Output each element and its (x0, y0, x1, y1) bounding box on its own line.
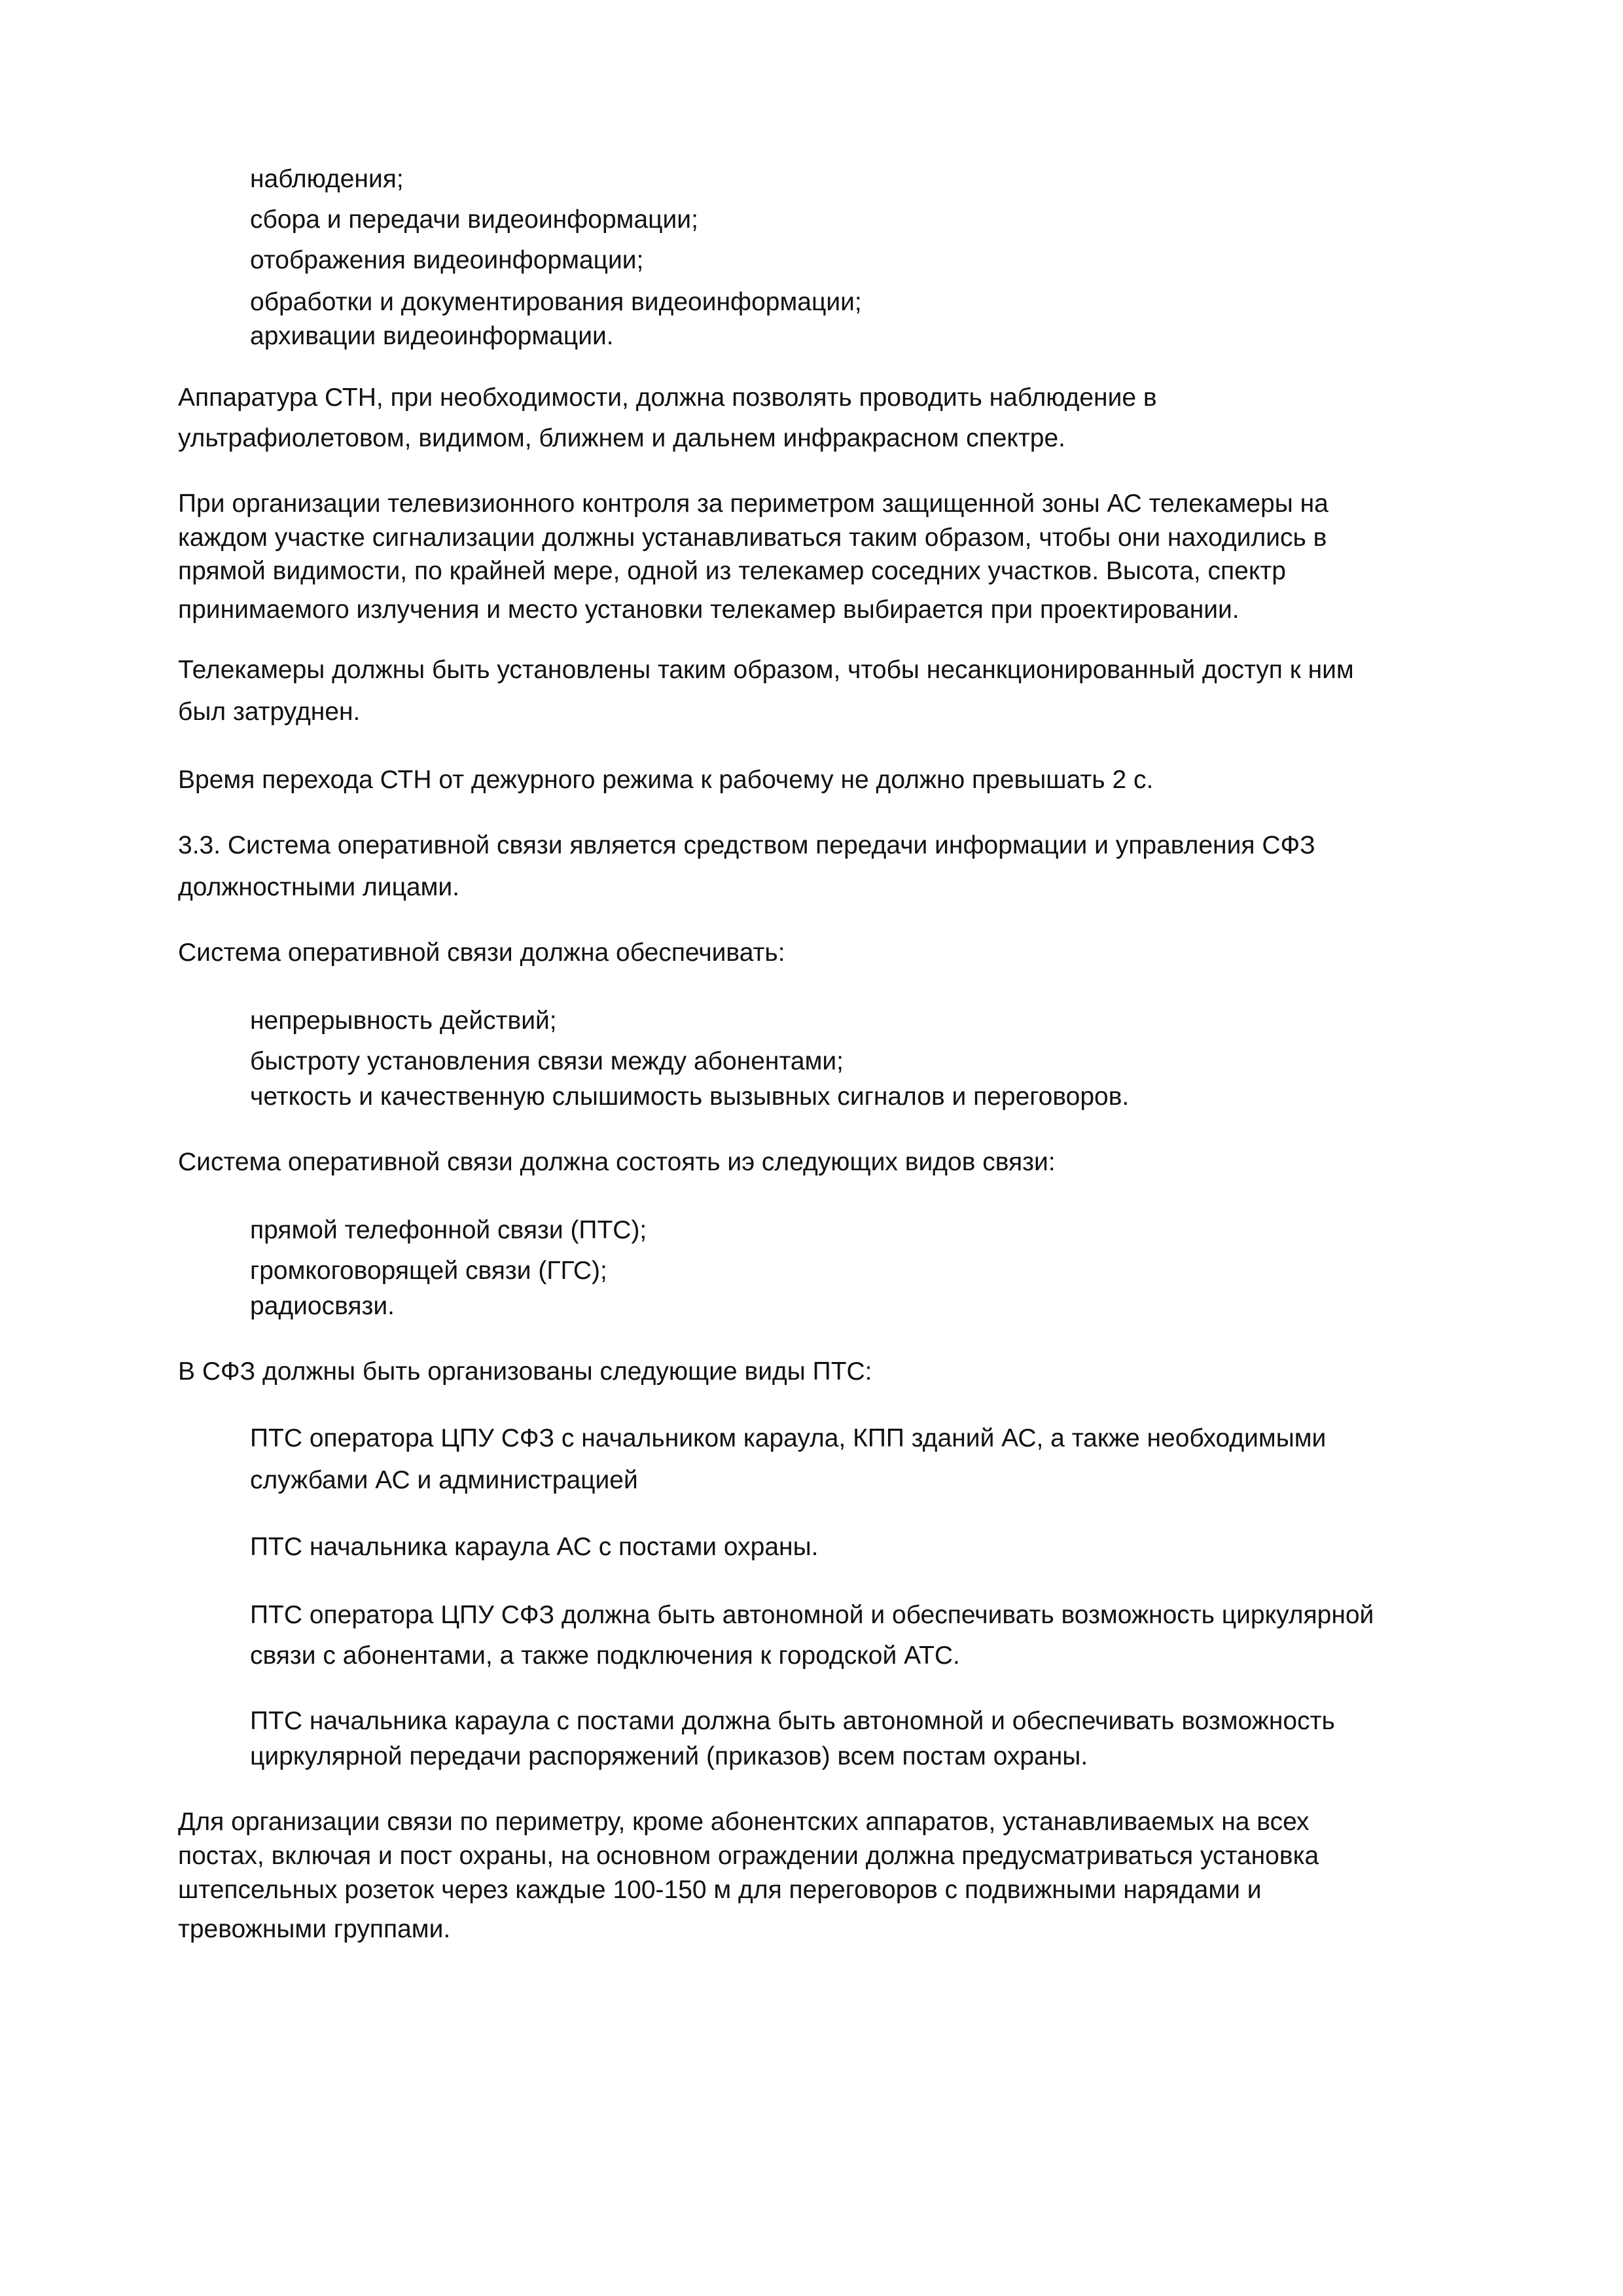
paragraph-line: принимаемого излучения и место установки телекамер выбирается при проектировании. (178, 596, 1240, 624)
paragraph-line: Телекамеры должны быть установлены таким образом, чтобы несанкционированный доступ к ним (178, 656, 1354, 684)
pts-item-line: ПТС начальника караула с постами должна быть автономной и обеспечивать возможность (250, 1707, 1335, 1735)
paragraph-line: Время перехода СТН от дежурного режима к рабочему не должно превышать 2 с. (178, 766, 1154, 794)
list-item: сбора и передачи видеоинформации; (250, 206, 698, 234)
paragraph-line: Система оперативной связи должна обеспечивать: (178, 939, 785, 967)
pts-item-line: службами АС и администрацией (250, 1466, 638, 1494)
paragraph-line: В СФЗ должны быть организованы следующие виды ПТС: (178, 1357, 872, 1386)
list-item: громкоговорящей связи (ГГС); (250, 1257, 607, 1285)
paragraph-line: тревожными группами. (178, 1915, 451, 1943)
paragraph-line: должностными лицами. (178, 873, 460, 901)
list-item: отображения видеоинформации; (250, 246, 644, 274)
pts-item-line: ПТС оператора ЦПУ СФЗ должна быть автономной и обеспечивать возможность циркулярной (250, 1601, 1374, 1629)
paragraph-line: был затруднен. (178, 698, 361, 726)
paragraph-line: Для организации связи по периметру, кроме абонентских аппаратов, устанавливаемых на всех (178, 1808, 1310, 1836)
paragraph-line: Аппаратура СТН, при необходимости, должна позволять проводить наблюдение в (178, 384, 1157, 412)
pts-item-line: ПТС оператора ЦПУ СФЗ с начальником караула, КПП зданий АС, а также необходимыми (250, 1424, 1327, 1452)
paragraph-line: ультрафиолетовом, видимом, ближнем и дальнем инфракрасном спектре. (178, 424, 1065, 452)
list-item: непрерывность действий; (250, 1007, 557, 1035)
list-item: радиосвязи. (250, 1292, 395, 1320)
paragraph-line: прямой видимости, по крайней мере, одной из телекамер соседних участков. Высота, спектр (178, 557, 1286, 585)
list-item: архивации видеоинформации. (250, 322, 614, 350)
paragraph-line: постах, включая и пост охраны, на основном ограждении должна предусматриваться установка (178, 1842, 1319, 1870)
pts-item-line: связи с абонентами, а также подключения к городской АТС. (250, 1641, 960, 1670)
pts-item-line: циркулярной передачи распоряжений (приказов) всем постам охраны. (250, 1742, 1088, 1770)
pts-item-line: ПТС начальника караула АС с постами охраны. (250, 1533, 819, 1561)
list-item: четкость и качественную слышимость вызывных сигналов и переговоров. (250, 1083, 1130, 1111)
list-item: прямой телефонной связи (ПТС); (250, 1216, 647, 1244)
paragraph-line: штепсельных розеток через каждые 100-150 м для переговоров с подвижными нарядами и (178, 1876, 1262, 1904)
paragraph-line: При организации телевизионного контроля за периметром защищенной зоны АС телекамеры на (178, 490, 1329, 518)
list-item: быстроту установления связи между абонентами; (250, 1047, 844, 1075)
list-item: обработки и документирования видеоинформации; (250, 288, 862, 316)
paragraph-line: 3.3. Система оперативной связи является средством передачи информации и управления СФЗ (178, 831, 1315, 859)
paragraph-line: Система оперативной связи должна состоять иэ следующих видов связи: (178, 1148, 1056, 1176)
paragraph-line: каждом участке сигнализации должны устанавливаться таким образом, чтобы они находились в (178, 524, 1327, 552)
list-item: наблюдения; (250, 165, 404, 193)
